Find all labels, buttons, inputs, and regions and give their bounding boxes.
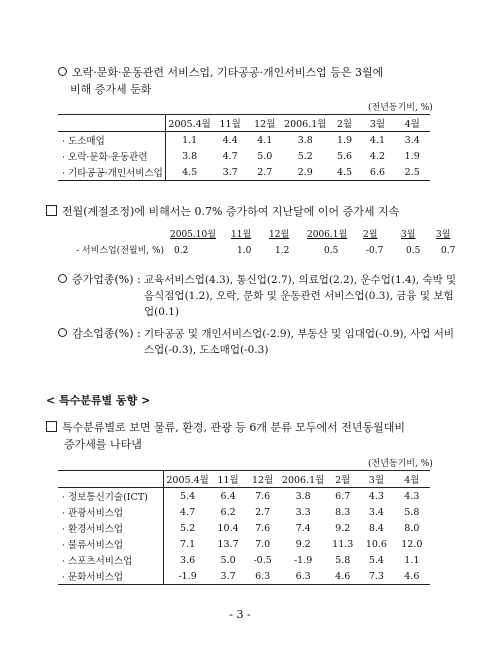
page-number: - 3 -	[229, 608, 251, 621]
table-row: · 관광서비스업 4.7 6.2 2.7 3.3 8.3 3.4 5.8	[58, 504, 430, 520]
column-header: 2006.1월	[280, 471, 326, 488]
square-bullet-icon	[46, 205, 57, 216]
column-header: 2005.4월	[166, 115, 213, 132]
table-row: · 물류서비스업 7.1 13.7 7.0 9.2 11.3 10.6 12.0	[58, 536, 430, 552]
section1-table	[58, 114, 430, 181]
table-row: · 기타공공·개인서비스업 4.5 3.7 2.7 2.9 4.5 6.6 2.5	[58, 164, 430, 181]
table-row: · 환경서비스업 5.2 10.4 7.6 7.4 9.2 8.4 8.0	[58, 520, 430, 536]
section3-heading-cont: 증가세를 나타냄	[64, 438, 142, 451]
table-header-row	[58, 471, 430, 488]
column-header: 12월	[247, 115, 282, 132]
column-header: 12월	[245, 471, 280, 488]
column-header: 2006.1월	[282, 115, 328, 132]
section3-table	[58, 470, 430, 585]
column-header: 2005.10월	[170, 230, 216, 240]
section1-heading: 오락·문화·운동관련 서비스업, 기타공공·개인서비스업 등은 3월에	[58, 66, 383, 80]
table-row: · 스포츠서비스업 3.6 5.0 -0.5 -1.9 5.8 5.4 1.1	[58, 552, 430, 568]
table-row: · 도소매업 1.1 4.4 4.1 3.8 1.9 4.1 3.4	[58, 132, 430, 149]
column-header: 11월	[211, 471, 246, 488]
column-header: 2월	[326, 471, 359, 488]
table-header-row	[58, 115, 430, 132]
section3-unit-note: (전년동기비, %)	[368, 459, 433, 469]
column-header: 2006.1월	[307, 230, 348, 240]
circle-bullet-icon	[58, 274, 67, 283]
section1-heading-cont: 비해 증가세 둔화	[70, 83, 152, 96]
column-header: 3월	[361, 115, 395, 132]
column-header: 3월	[436, 230, 451, 240]
column-header: 2월	[328, 115, 360, 132]
table-row: · 정보통신기술(ICT) 5.4 6.4 7.6 3.8 6.7 4.3 4.3	[58, 488, 430, 505]
section3-heading: 특수분류별로 보면 물류, 환경, 관광 등 6개 분류 모두에서 전년동월대비	[46, 421, 405, 435]
circle-bullet-icon	[58, 328, 67, 337]
column-header: 4월	[394, 115, 430, 132]
section2-heading: 전월(계절조정)에 비해서는 0.7% 증가하여 지난달에 이어 증가세 지속	[46, 205, 399, 219]
section1-unit-note: (전년동기비, %)	[368, 103, 433, 113]
column-header: 2005.4월	[164, 471, 211, 488]
column-header: 11월	[231, 230, 252, 240]
column-header: 3월	[359, 471, 394, 488]
square-bullet-icon	[46, 421, 57, 432]
column-header: 2월	[363, 230, 378, 240]
column-header: 11월	[213, 115, 248, 132]
column-header: 12월	[269, 230, 290, 240]
table-row: · 오락·문화·운동관련 3.8 4.7 5.0 5.2 5.6 4.2 1.9	[58, 148, 430, 164]
column-header: 3월	[401, 230, 416, 240]
table-row: · 문화서비스업 -1.9 3.7 6.3 6.3 4.6 7.3 4.6	[58, 568, 430, 585]
section3-title: < 특수분류별 동향 >	[46, 394, 151, 407]
circle-bullet-icon	[58, 67, 67, 76]
section2-row-label: - 서비스업(전월비, %)	[76, 246, 165, 256]
column-header: 4월	[394, 471, 430, 488]
